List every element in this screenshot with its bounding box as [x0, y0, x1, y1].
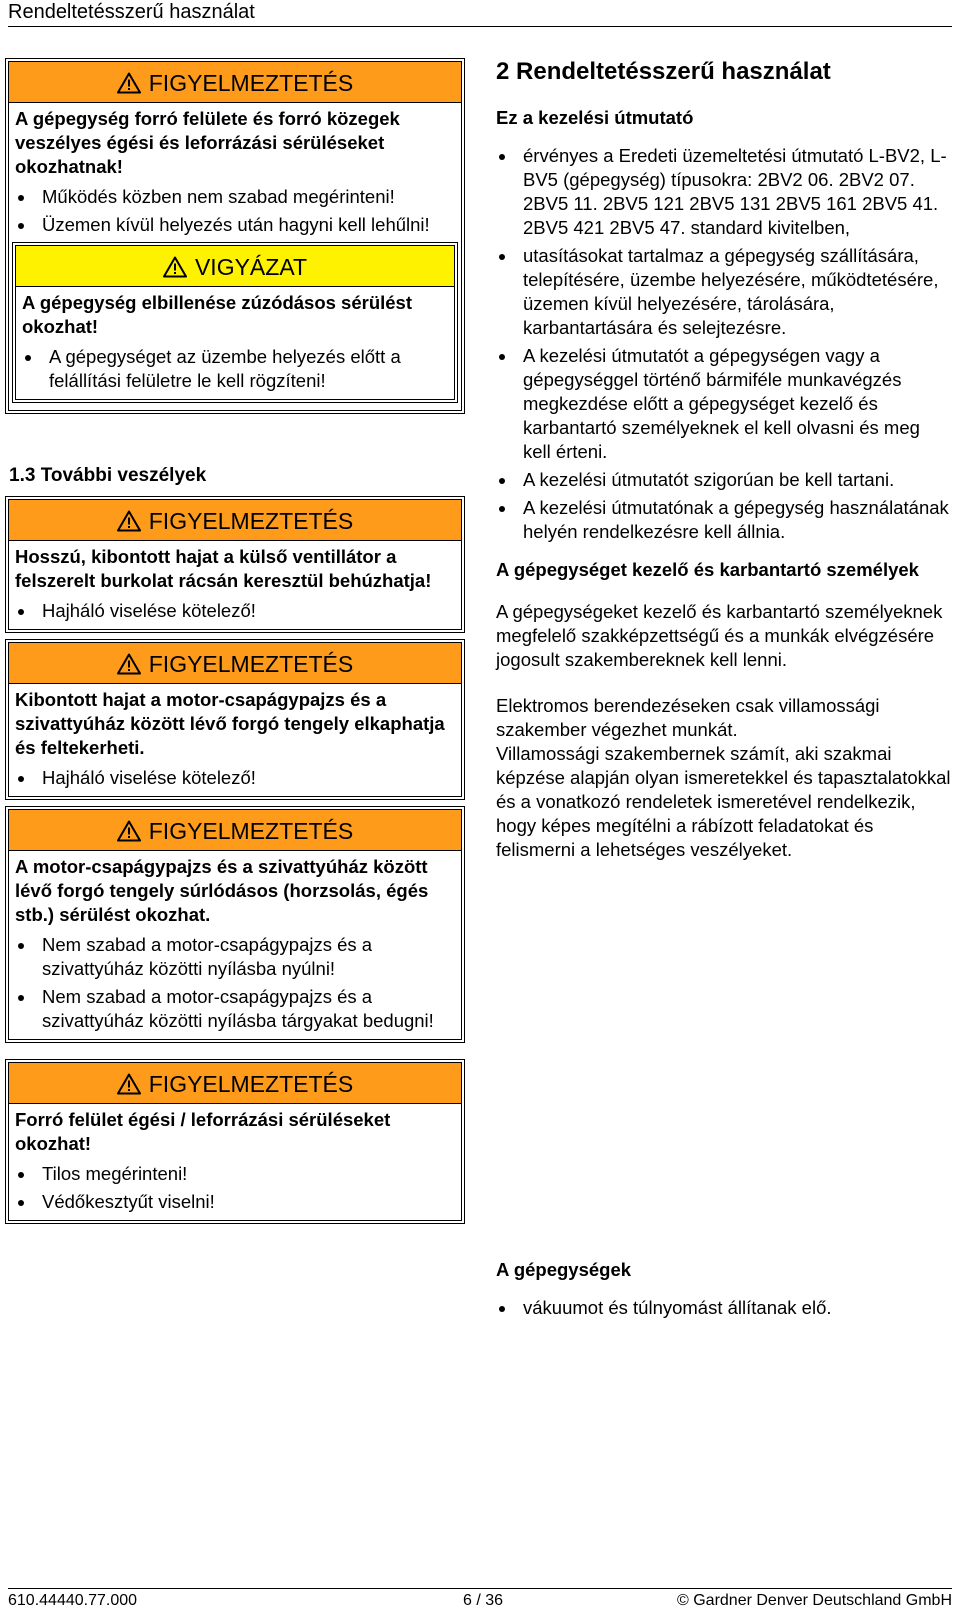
list-item: Tilos megérinteni! — [15, 1162, 455, 1186]
caution-box-tipping — [15, 245, 455, 400]
warning-title: Hosszú, kibontott hajat a külső ventillátor a felszerelt burkolat rácsán keresztül behúzhatja! — [15, 546, 432, 591]
page-header — [8, 0, 952, 27]
list-item: A kezelési útmutatót a gépegységen vagy a gépegységgel történő bármiféle munkavégzés megkezdése előtt a gépegységet kezelő és karbantartó személyeknek el kell olvasni és meg kell érteni. — [496, 344, 952, 464]
list-item: Hajháló viselése kötelező! — [15, 766, 455, 790]
warning-header — [9, 810, 461, 851]
header-title: Rendeltetésszerű használat — [8, 1, 255, 23]
warning-title: Kibontott hajat a motor-csapágypajzs és a szivattyúház között lévő forgó tengely elkaphatja és feltekerheti. — [15, 689, 445, 758]
list-item: A gépegységet az üzembe helyezés előtt a felállítási felületre le kell rögzíteni! — [22, 345, 448, 393]
left-column — [5, 58, 465, 1221]
warning-triangle-icon — [117, 510, 141, 532]
warning-label: FIGYELMEZTETÉS — [148, 818, 354, 844]
list-item: A kezelési útmutatónak a gépegység használatának helyén rendelkezésre kell állnia. — [496, 496, 952, 544]
warning-label: FIGYELMEZTETÉS — [148, 651, 354, 677]
right-column — [496, 58, 952, 1324]
caution-label: VIGYÁZAT — [194, 254, 308, 280]
list-item: érvényes a Eredeti üzemeltetési útmutató L-BV2, L-BV5 (gépegység) típusokra: 2BV2 06. 2BV2 07. 2BV5 11. 2BV5 121 2BV5 131 2BV5 161 2BV5 41. 2BV5 421 2BV5 47. standard kivitelben, — [496, 144, 952, 240]
section-title: 1.3 További veszélyek — [9, 465, 207, 486]
warning-title: Forró felület égési / leforrázási sérüléseket okozhat! — [15, 1109, 391, 1154]
paragraph: Villamossági szakembernek számít, aki szakmai képzése alapján olyan ismeretekkel és tapasztalatokkal és a vonatkozó rendeletek ismeretével rendelkezik, hogy képes megítélni a rábízott feladatokat és felismerni a lehetséges veszélyeket. — [496, 743, 951, 860]
warning-box-fan — [8, 499, 462, 630]
page-footer — [8, 1588, 952, 1612]
warning-triangle-icon — [117, 72, 141, 94]
warning-header — [9, 1063, 461, 1104]
subheading: A gépegységek — [496, 1259, 632, 1280]
list-item: Működés közben nem szabad megérinteni! — [15, 185, 455, 209]
caution-header — [16, 246, 454, 287]
subheading: Ez a kezelési útmutató — [496, 107, 694, 128]
warning-box-hot-surface-2 — [8, 1062, 462, 1221]
warning-header — [9, 643, 461, 684]
footer-company: © Gardner Denver Deutschland GmbH — [676, 1592, 952, 1609]
footer-doc-number: 610.44440.77.000 — [8, 1592, 138, 1609]
subheading: A gépegységet kezelő és karbantartó személyek — [496, 559, 919, 580]
warning-header — [9, 62, 461, 103]
warning-title: A motor-csapágypajzs és a szivattyúház között lévő forgó tengely súrlódásos (horzsolás, égés stb.) sérülést okozhat. — [15, 856, 429, 925]
warning-triangle-icon — [117, 653, 141, 675]
warning-triangle-icon — [117, 820, 141, 842]
warning-label: FIGYELMEZTETÉS — [148, 508, 354, 534]
section-heading: 2 Rendeltetésszerű használat — [496, 58, 831, 85]
list-item: utasításokat tartalmaz a gépegység szállítására, telepítésére, üzembe helyezésére, működtetésére, üzemen kívül helyezésére, tárolására, karbantartására és selejtezésre. — [496, 244, 952, 340]
list-item: A kezelési útmutatót szigorúan be kell tartani. — [496, 468, 952, 492]
list-item: Nem szabad a motor-csapágypajzs és a szivattyúház közötti nyílásba tárgyakat bedugni! — [15, 985, 455, 1033]
footer-page-number: 6 / 36 — [463, 1592, 504, 1609]
warning-header — [9, 500, 461, 541]
warning-box-shaft-hair — [8, 642, 462, 797]
warning-label: FIGYELMEZTETÉS — [148, 1071, 354, 1097]
paragraph: Elektromos berendezéseken csak villamossági szakember végezhet munkát. — [496, 695, 880, 740]
list-item: Védőkesztyűt viselni! — [15, 1190, 455, 1214]
warning-triangle-icon — [163, 256, 187, 278]
warning-box-hot-surface — [8, 61, 462, 411]
caution-title: A gépegység elbillenése zúzódásos sérülést okozhat! — [22, 292, 413, 337]
warning-label: FIGYELMEZTETÉS — [148, 70, 354, 96]
warning-box-shaft-friction — [8, 809, 462, 1040]
list-item: Nem szabad a motor-csapágypajzs és a szivattyúház közötti nyílásba nyúlni! — [15, 933, 455, 981]
list-item: Üzemen kívül helyezés után hagyni kell lehűlni! — [15, 213, 455, 237]
list-item: vákuumot és túlnyomást állítanak elő. — [496, 1296, 952, 1320]
list-item: Hajháló viselése kötelező! — [15, 599, 455, 623]
warning-triangle-icon — [117, 1073, 141, 1095]
warning-title: A gépegység forró felülete és forró közegek veszélyes égési és leforrázási sérüléseket okozhatnak! — [15, 108, 400, 177]
paragraph: A gépegységeket kezelő és karbantartó személyeknek megfelelő szakképzettségű és a munkák elvégzésére jogosult szakembereknek kell lenni. — [496, 601, 943, 670]
